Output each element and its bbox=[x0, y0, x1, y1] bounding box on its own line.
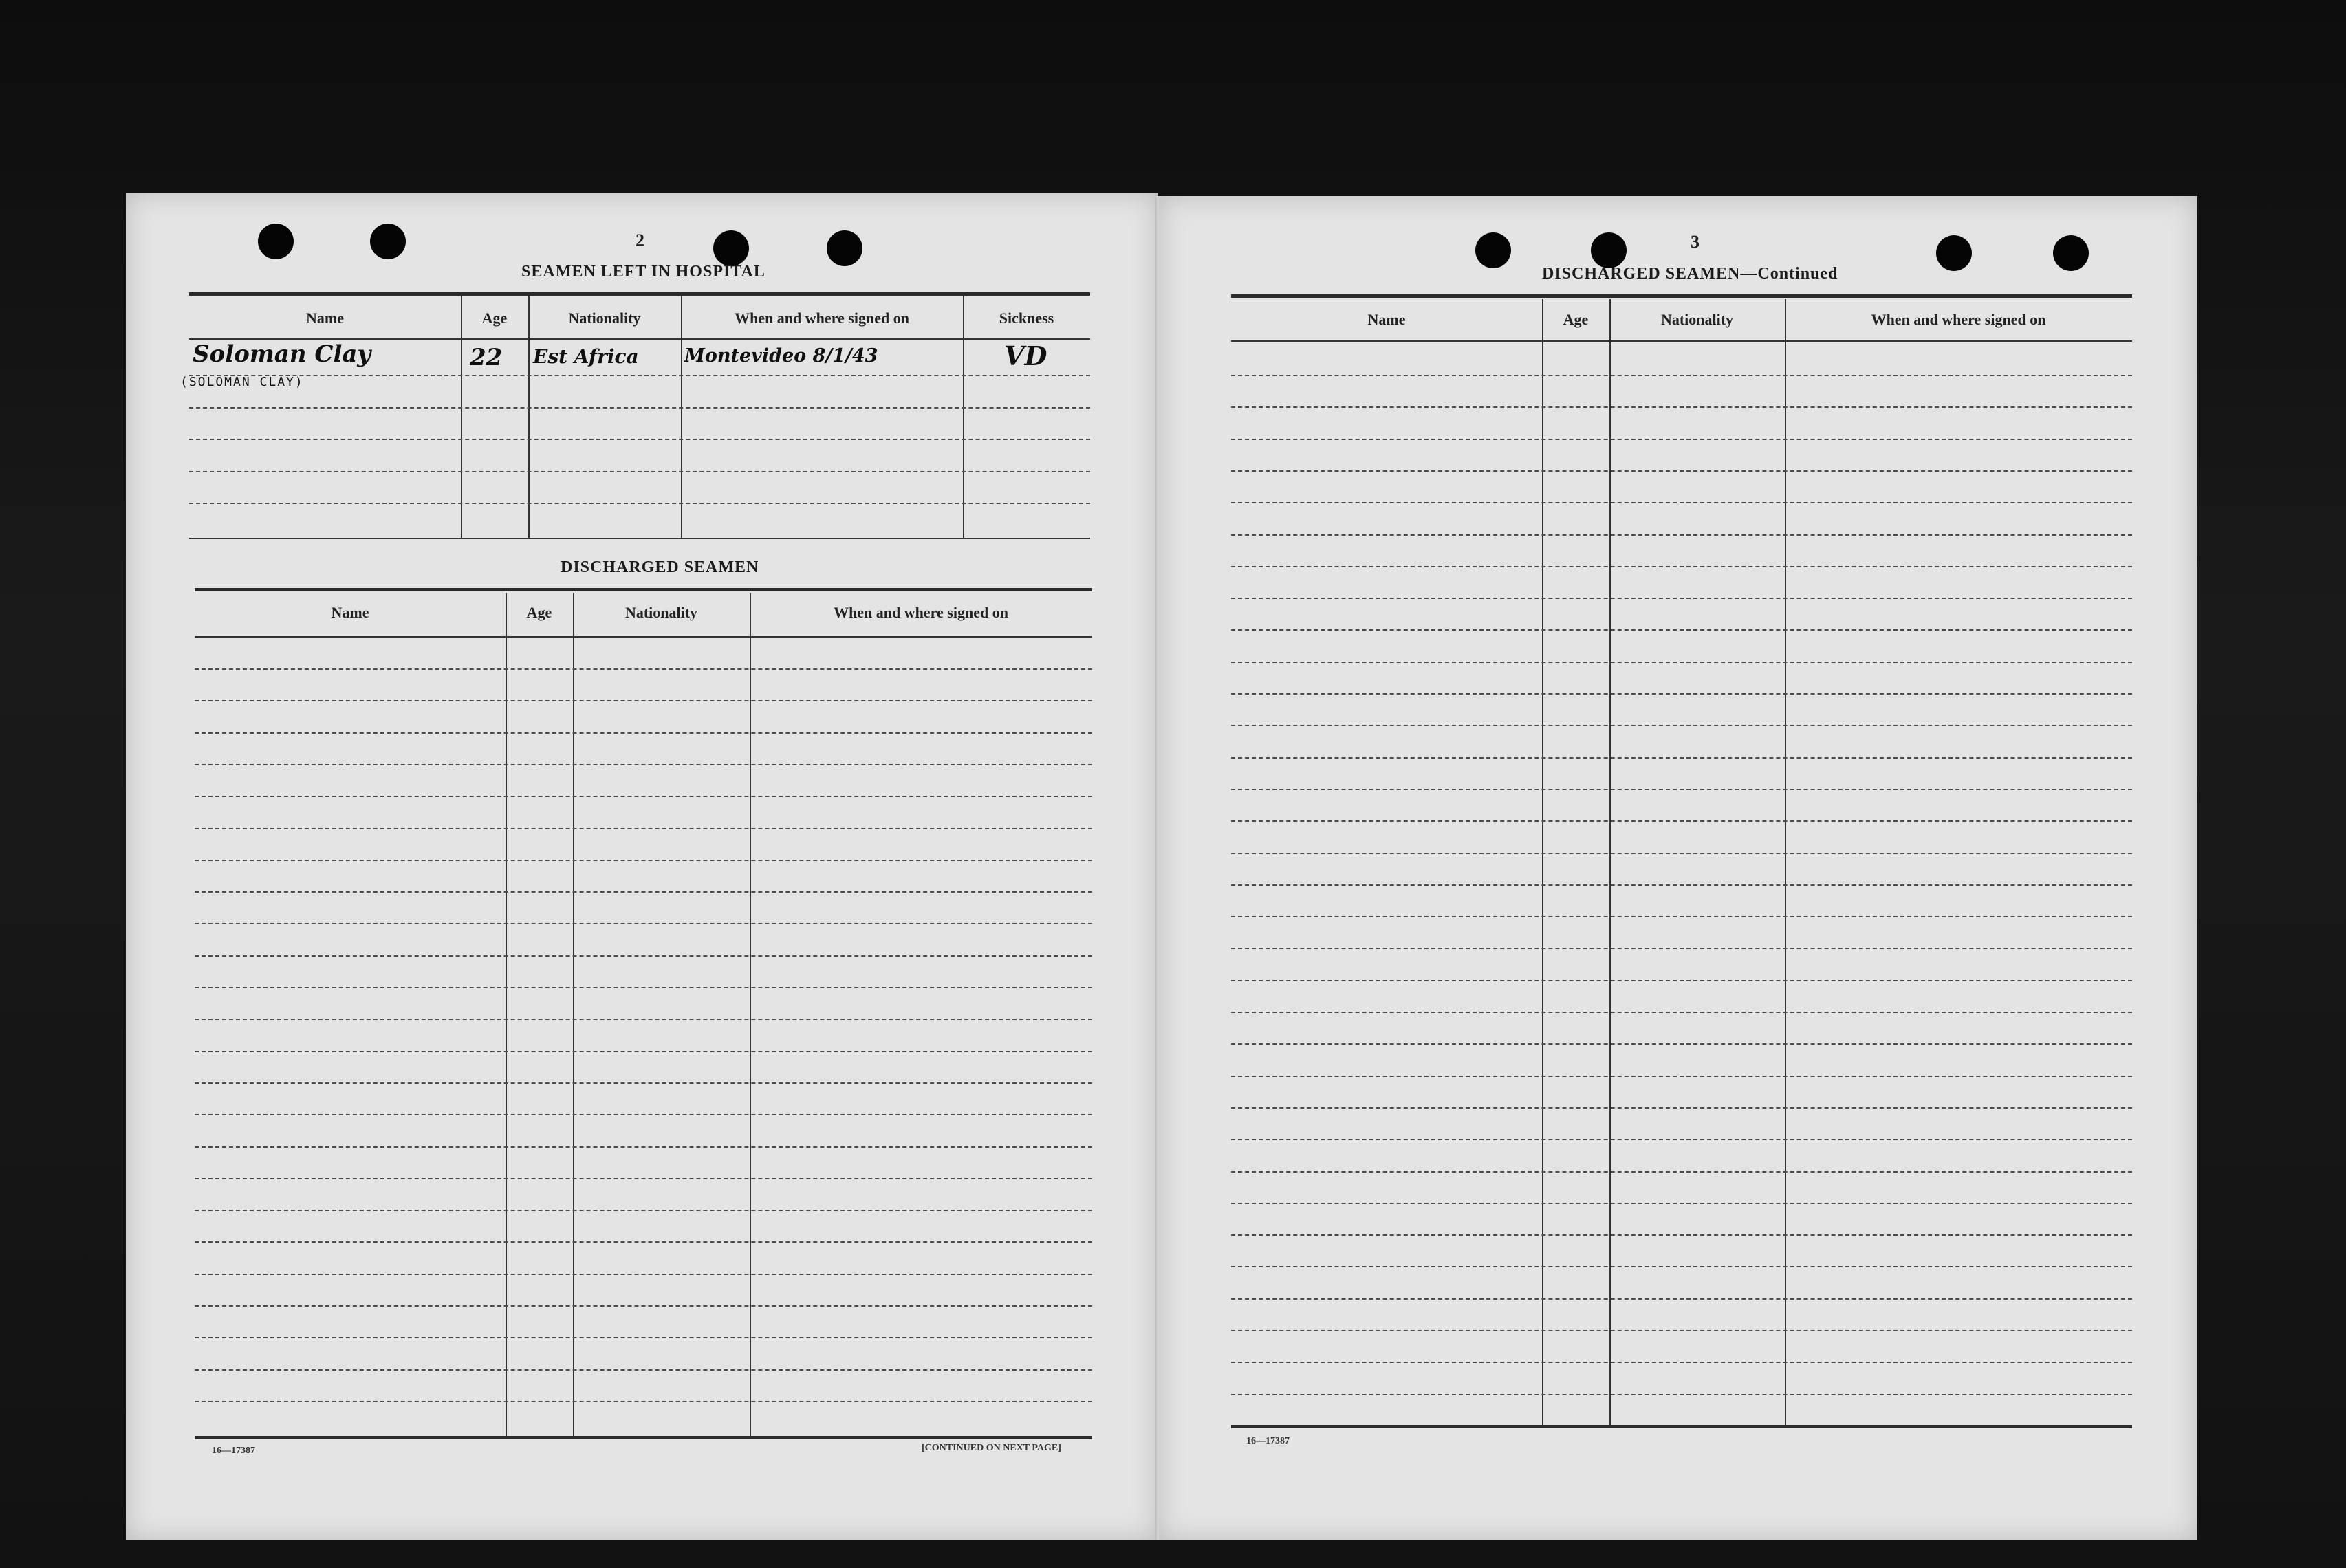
hospital-entry-age: 22 bbox=[470, 344, 503, 371]
hospital-col-name: Name bbox=[306, 309, 344, 327]
right-col-name: Name bbox=[1367, 311, 1406, 328]
hospital-row-line bbox=[189, 407, 1090, 409]
table-row-line bbox=[1231, 1394, 2132, 1395]
table-row-line bbox=[195, 1210, 1092, 1211]
table-row-line bbox=[1231, 1107, 2132, 1109]
hospital-row-line bbox=[189, 503, 1090, 504]
punch-hole-icon bbox=[258, 224, 294, 259]
table-row-line bbox=[1231, 502, 2132, 503]
table-row-line bbox=[1231, 439, 2132, 440]
table-row-line bbox=[195, 796, 1092, 797]
punch-hole-icon bbox=[1475, 232, 1511, 268]
hospital-table-bottom-rule bbox=[189, 538, 1090, 539]
table-row-line bbox=[195, 1178, 1092, 1179]
table-row-line bbox=[195, 732, 1092, 734]
table-row-line bbox=[195, 668, 1092, 670]
hospital-row-line bbox=[189, 471, 1090, 472]
table-row-line bbox=[1231, 1171, 2132, 1173]
table-row-line bbox=[1231, 598, 2132, 599]
table-row-line bbox=[1231, 375, 2132, 376]
right-col-divider bbox=[1609, 299, 1611, 1427]
discharged-col-divider bbox=[750, 593, 751, 1437]
right-table-top-rule bbox=[1231, 294, 2132, 298]
punch-hole-icon bbox=[713, 230, 749, 266]
hospital-section-title: SEAMEN LEFT IN HOSPITAL bbox=[521, 263, 765, 281]
discharged-col-divider bbox=[573, 593, 574, 1437]
table-row-line bbox=[1231, 566, 2132, 567]
hospital-table-header-rule bbox=[189, 338, 1090, 340]
table-row-line bbox=[195, 1241, 1092, 1243]
hospital-entry-signed-on: Montevideo 8/1/43 bbox=[684, 345, 878, 367]
right-page-number: 3 bbox=[1691, 232, 1699, 252]
table-row-line bbox=[1231, 662, 2132, 663]
table-row-line bbox=[1231, 534, 2132, 536]
table-row-line bbox=[195, 700, 1092, 701]
table-row-line bbox=[1231, 1012, 2132, 1013]
right-col-nationality: Nationality bbox=[1660, 311, 1734, 328]
hospital-row-line bbox=[189, 375, 1090, 376]
continued-note: [CONTINUED ON NEXT PAGE] bbox=[922, 1443, 1061, 1453]
table-row-line bbox=[195, 860, 1092, 861]
table-row-line bbox=[195, 828, 1092, 829]
table-row-line bbox=[1231, 948, 2132, 949]
hospital-entry-name-print: (SOLOMAN CLAY) bbox=[180, 375, 304, 389]
punch-hole-icon bbox=[370, 224, 406, 259]
right-col-age: Age bbox=[1563, 311, 1589, 328]
punch-hole-icon bbox=[827, 230, 862, 266]
table-row-line bbox=[195, 1337, 1092, 1338]
discharged-continued-title: DISCHARGED SEAMEN—Continued bbox=[1542, 265, 1838, 283]
left-page-number: 2 bbox=[636, 230, 644, 250]
table-row-line bbox=[195, 1274, 1092, 1275]
table-row-line bbox=[1231, 1266, 2132, 1267]
table-row-line bbox=[195, 1305, 1092, 1307]
discharged-col-signed-on: When and where signed on bbox=[834, 604, 1008, 621]
table-row-line bbox=[1231, 470, 2132, 472]
table-row-line bbox=[1231, 1139, 2132, 1140]
table-row-line bbox=[1231, 1330, 2132, 1331]
hospital-col-signed-on: When and where signed on bbox=[735, 309, 909, 327]
table-row-line bbox=[195, 1019, 1092, 1020]
hospital-table-top-rule bbox=[189, 292, 1090, 296]
discharged-table-header-rule bbox=[195, 636, 1092, 638]
table-row-line bbox=[1231, 725, 2132, 726]
table-row-line bbox=[195, 923, 1092, 924]
right-col-divider bbox=[1542, 299, 1543, 1427]
table-row-line bbox=[1231, 884, 2132, 886]
table-row-line bbox=[195, 1051, 1092, 1052]
discharged-table-top-rule bbox=[195, 588, 1092, 591]
discharged-col-nationality: Nationality bbox=[624, 604, 698, 621]
table-row-line bbox=[195, 1114, 1092, 1115]
punch-hole-icon bbox=[2053, 235, 2089, 271]
table-row-line bbox=[195, 764, 1092, 765]
table-row-line bbox=[1231, 757, 2132, 759]
hospital-col-sickness: Sickness bbox=[999, 309, 1054, 327]
left-form-code: 16—17387 bbox=[212, 1446, 255, 1456]
hospital-entry-name: Soloman Clay bbox=[193, 340, 371, 368]
right-col-divider bbox=[1785, 299, 1786, 1427]
table-row-line bbox=[1231, 916, 2132, 917]
table-row-line bbox=[1231, 1043, 2132, 1045]
table-row-line bbox=[1231, 1362, 2132, 1363]
discharged-section-title: DISCHARGED SEAMEN bbox=[561, 558, 759, 576]
hospital-row-line bbox=[189, 439, 1090, 440]
right-form-code: 16—17387 bbox=[1246, 1436, 1290, 1446]
table-row-line bbox=[1231, 1234, 2132, 1236]
table-row-line bbox=[1231, 629, 2132, 631]
discharged-col-age: Age bbox=[526, 604, 552, 621]
right-table-header-rule bbox=[1231, 340, 2132, 342]
hospital-entry-nationality: Est Africa bbox=[533, 345, 639, 368]
punch-hole-icon bbox=[1591, 232, 1627, 268]
table-row-line bbox=[195, 955, 1092, 957]
table-row-line bbox=[1231, 980, 2132, 981]
right-col-signed-on: When and where signed on bbox=[1871, 311, 2046, 328]
table-row-line bbox=[1231, 853, 2132, 854]
table-row-line bbox=[195, 1369, 1092, 1371]
table-row-line bbox=[1231, 693, 2132, 695]
table-row-line bbox=[1231, 789, 2132, 790]
table-row-line bbox=[195, 987, 1092, 988]
table-row-line bbox=[195, 1401, 1092, 1402]
table-row-line bbox=[1231, 406, 2132, 408]
table-row-line bbox=[195, 1082, 1092, 1084]
right-table-bottom-rule bbox=[1231, 1425, 2132, 1428]
discharged-table-bottom-rule bbox=[195, 1436, 1092, 1439]
right-page bbox=[1159, 196, 2197, 1540]
discharged-col-divider bbox=[506, 593, 507, 1437]
hospital-entry-sickness: VD bbox=[1004, 340, 1047, 371]
table-row-line bbox=[1231, 1298, 2132, 1300]
table-row-line bbox=[195, 891, 1092, 893]
table-row-line bbox=[195, 1146, 1092, 1148]
discharged-col-name: Name bbox=[331, 604, 369, 621]
punch-hole-icon bbox=[1936, 235, 1972, 271]
table-row-line bbox=[1231, 1076, 2132, 1077]
table-row-line bbox=[1231, 820, 2132, 822]
table-row-line bbox=[1231, 1203, 2132, 1204]
hospital-col-nationality: Nationality bbox=[568, 309, 641, 327]
hospital-col-age: Age bbox=[481, 309, 508, 327]
